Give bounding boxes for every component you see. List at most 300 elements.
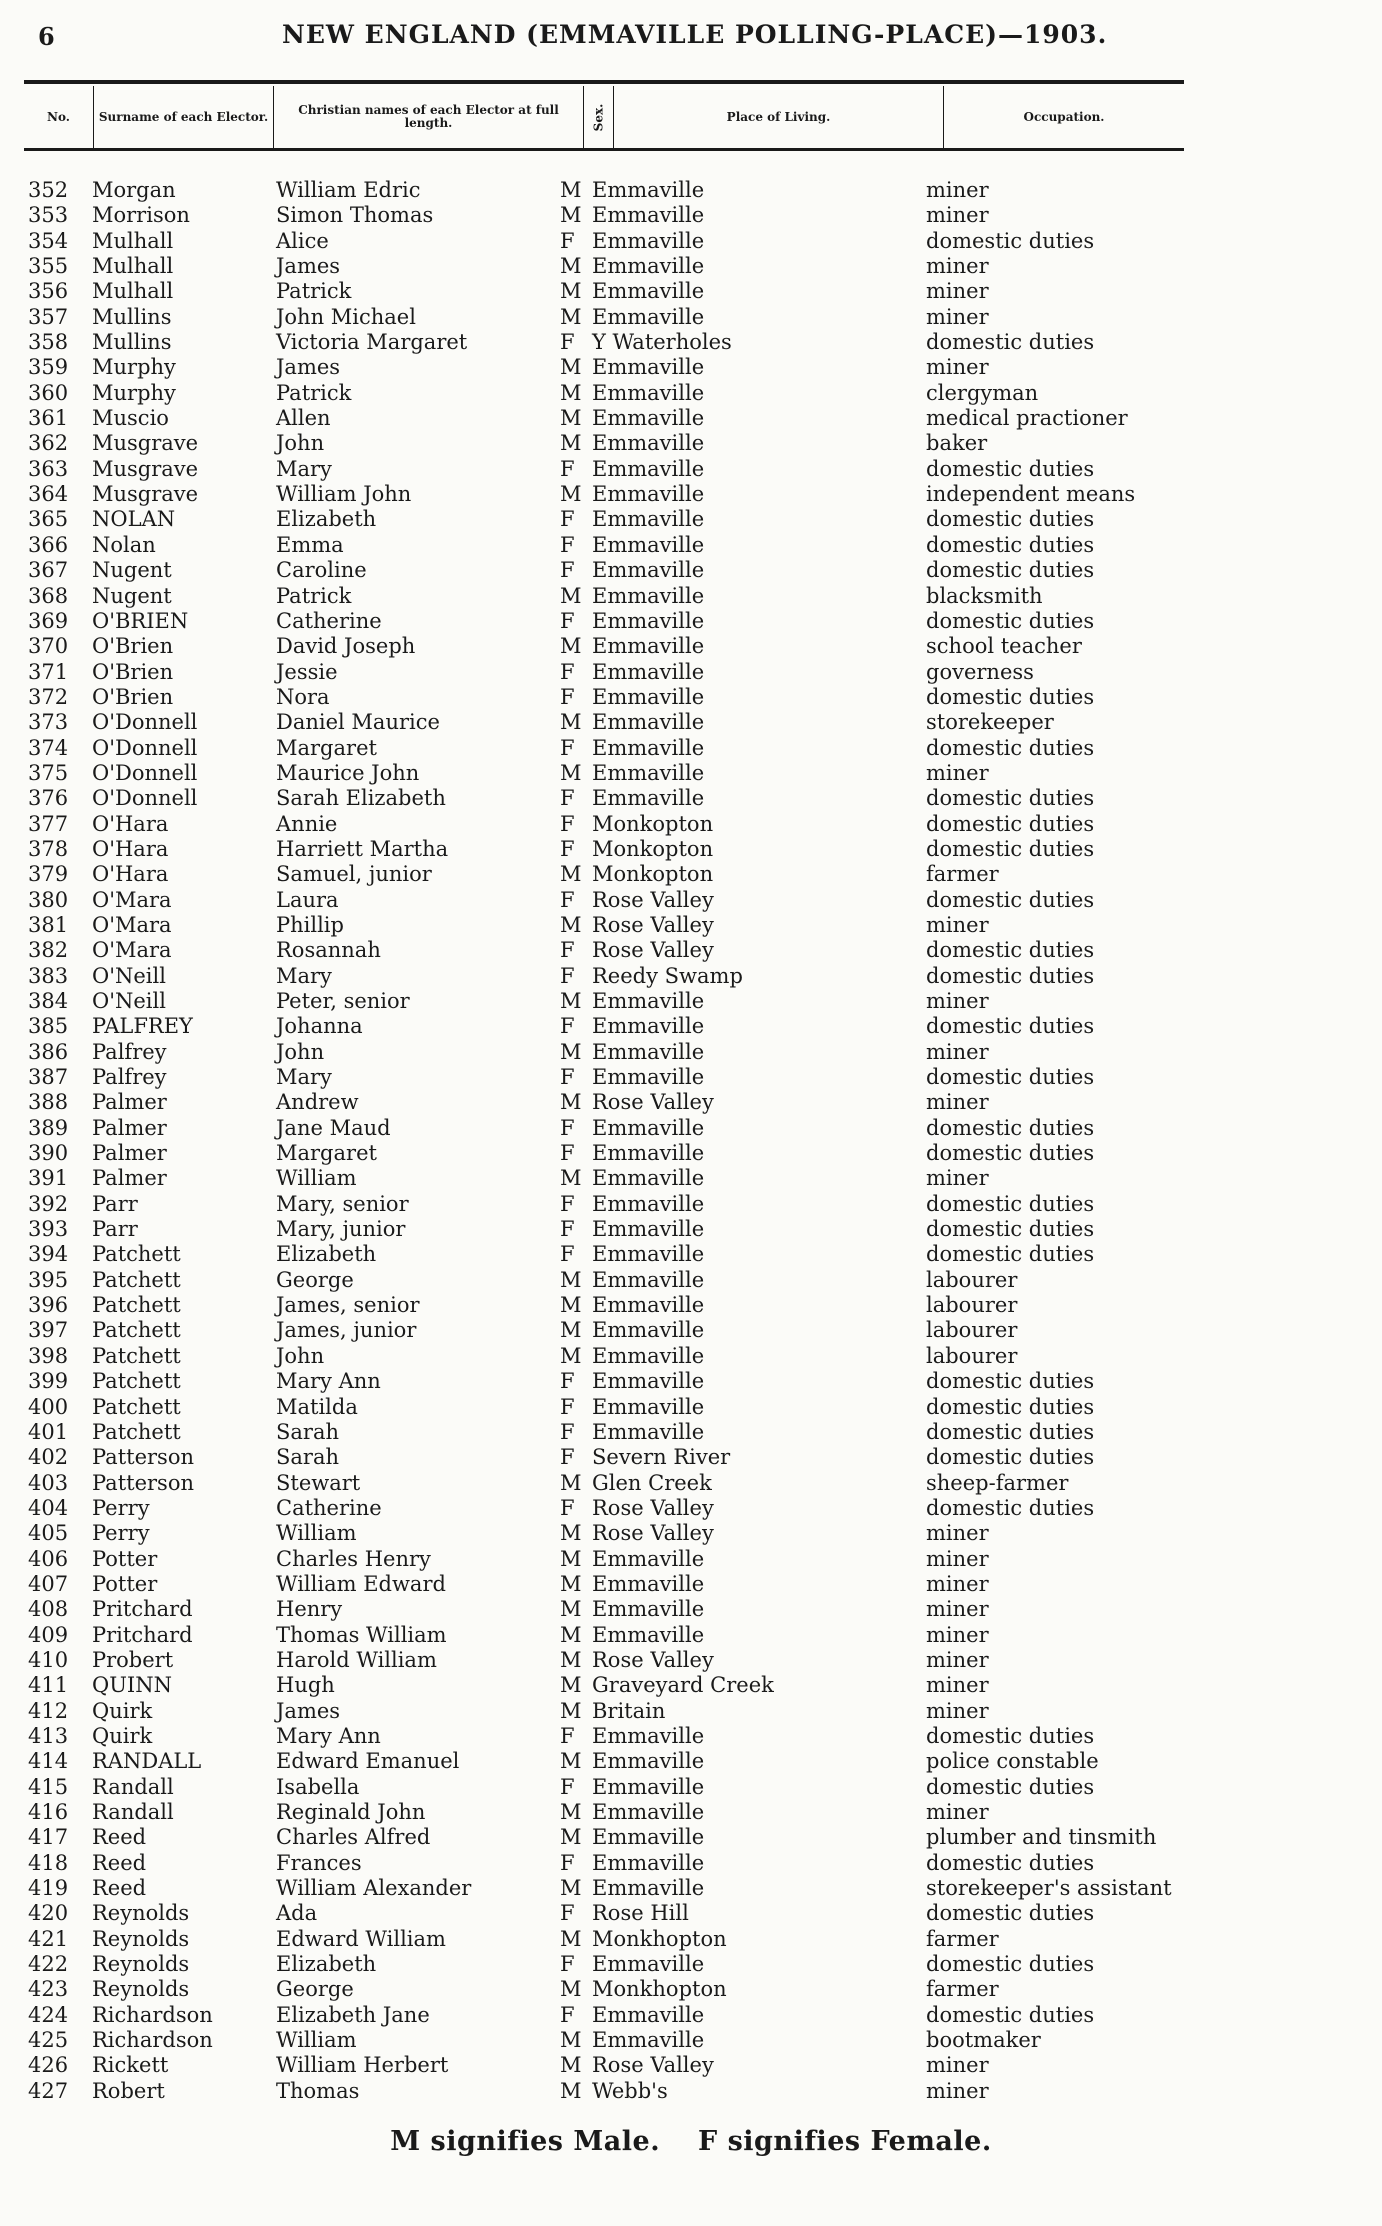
- cell-christian-names: Alice: [276, 228, 329, 253]
- cell-christian-names: James, junior: [276, 1318, 417, 1343]
- cell-surname: Palmer: [92, 1166, 167, 1191]
- cell-christian-names: Harriett Martha: [276, 836, 449, 861]
- footer-legend: [0, 2126, 1382, 2157]
- cell-occupation: miner: [926, 355, 989, 380]
- cell-occupation: farmer: [926, 1977, 999, 2002]
- cell-occupation: domestic duties: [926, 735, 1095, 760]
- cell-christian-names: William: [276, 2028, 357, 2053]
- cell-surname: O'Brien: [92, 659, 174, 684]
- cell-occupation: domestic duties: [926, 1445, 1095, 1470]
- cell-surname: Richardson: [92, 2028, 213, 2053]
- cell-surname: Musgrave: [92, 431, 199, 456]
- cell-number: 370: [28, 634, 69, 659]
- cell-sex: F: [560, 811, 575, 836]
- cell-occupation: domestic duties: [926, 1115, 1095, 1140]
- cell-christian-names: Frances: [276, 1850, 362, 1875]
- cell-number: 392: [28, 1191, 69, 1216]
- cell-christian-names: Sarah Elizabeth: [276, 786, 446, 811]
- cell-christian-names: James, senior: [276, 1293, 420, 1318]
- cell-occupation: miner: [926, 2053, 989, 2078]
- cell-surname: Mulhall: [92, 228, 174, 253]
- cell-number: 414: [28, 1749, 69, 1774]
- table-row: [0, 1977, 1382, 2002]
- cell-surname: O'Neill: [92, 989, 166, 1013]
- cell-occupation: labourer: [926, 1343, 1018, 1368]
- cell-occupation: miner: [926, 912, 989, 937]
- cell-surname: NOLAN: [92, 507, 176, 532]
- table-row: [0, 381, 1382, 406]
- cell-sex: M: [560, 1698, 582, 1723]
- cell-sex: M: [560, 634, 582, 659]
- cell-place: Emmaville: [592, 1014, 705, 1039]
- table-row: [0, 710, 1382, 735]
- cell-surname: Palmer: [92, 1141, 167, 1166]
- cell-surname: O'Hara: [92, 811, 169, 836]
- cell-christian-names: George: [276, 1267, 354, 1292]
- cell-christian-names: William John: [276, 482, 412, 507]
- cell-sex: M: [560, 2028, 582, 2053]
- cell-number: 372: [28, 684, 69, 709]
- legend-female: F signifies Female.: [698, 2126, 992, 2157]
- cell-occupation: medical practioner: [926, 406, 1128, 431]
- cell-place: Emmaville: [592, 507, 705, 532]
- cell-christian-names: Elizabeth: [276, 1952, 377, 1977]
- cell-surname: Pritchard: [92, 1597, 193, 1622]
- cell-sex: M: [560, 1622, 582, 1647]
- cell-occupation: blacksmith: [926, 583, 1043, 608]
- cell-place: Emmaville: [592, 1952, 705, 1977]
- cell-place: Emmaville: [592, 1369, 705, 1394]
- cell-place: Emmaville: [592, 659, 705, 684]
- cell-christian-names: Nora: [276, 684, 330, 709]
- cell-christian-names: Elizabeth: [276, 507, 377, 532]
- cell-place: Emmaville: [592, 482, 705, 507]
- cell-number: 387: [28, 1065, 69, 1090]
- table-row: [0, 1648, 1382, 1673]
- cell-sex: F: [560, 963, 575, 988]
- cell-christian-names: Edward William: [276, 1926, 446, 1951]
- cell-christian-names: Phillip: [276, 912, 344, 937]
- cell-christian-names: Hugh: [276, 1673, 335, 1698]
- table-row: [0, 786, 1382, 811]
- cell-sex: M: [560, 912, 582, 937]
- cell-number: 389: [28, 1115, 69, 1140]
- table-row: [0, 964, 1382, 989]
- cell-number: 358: [28, 330, 69, 355]
- cell-number: 407: [28, 1571, 69, 1596]
- header-no: No.: [24, 86, 94, 148]
- cell-place: Emmaville: [592, 228, 705, 253]
- table-row: [0, 2079, 1382, 2104]
- cell-christian-names: Daniel Maurice: [276, 710, 440, 735]
- table-row: [0, 1952, 1382, 1977]
- cell-surname: Randall: [92, 1774, 174, 1799]
- cell-sex: M: [560, 1926, 582, 1951]
- cell-place: Y Waterholes: [592, 330, 732, 355]
- cell-occupation: domestic duties: [926, 786, 1095, 811]
- table-row: [0, 1040, 1382, 1065]
- table-row: [0, 584, 1382, 609]
- cell-surname: Musgrave: [92, 482, 199, 507]
- cell-sex: F: [560, 1369, 575, 1394]
- table-row: [0, 761, 1382, 786]
- cell-number: 383: [28, 963, 69, 988]
- cell-sex: F: [560, 836, 575, 861]
- table-row: [0, 330, 1382, 355]
- cell-occupation: miner: [926, 1521, 989, 1546]
- cell-number: 362: [28, 431, 69, 456]
- table-row: [0, 1420, 1382, 1445]
- cell-number: 394: [28, 1242, 69, 1267]
- table-row: [0, 178, 1382, 203]
- cell-surname: Patterson: [92, 1445, 194, 1470]
- table-row: [0, 1268, 1382, 1293]
- cell-place: Monkopton: [592, 811, 714, 836]
- cell-number: 415: [28, 1774, 69, 1799]
- cell-place: Emmaville: [592, 1622, 705, 1647]
- cell-surname: Palmer: [92, 1115, 167, 1140]
- cell-place: Emmaville: [592, 178, 705, 202]
- cell-occupation: domestic duties: [926, 811, 1095, 836]
- cell-sex: F: [560, 887, 575, 912]
- cell-occupation: miner: [926, 178, 989, 202]
- cell-christian-names: Allen: [276, 406, 331, 431]
- cell-number: 381: [28, 912, 69, 937]
- cell-occupation: domestic duties: [926, 1419, 1095, 1444]
- cell-christian-names: Mary: [276, 456, 332, 481]
- cell-place: Emmaville: [592, 1166, 705, 1191]
- header-christian: Christian names of each Elector at full length.: [274, 86, 584, 148]
- cell-place: Emmaville: [592, 1217, 705, 1242]
- cell-place: Emmaville: [592, 583, 705, 608]
- cell-place: Emmaville: [592, 1141, 705, 1166]
- cell-occupation: domestic duties: [926, 608, 1095, 633]
- cell-number: 373: [28, 710, 69, 735]
- cell-occupation: miner: [926, 1571, 989, 1596]
- cell-surname: Patchett: [92, 1267, 181, 1292]
- table-row: [0, 203, 1382, 228]
- cell-sex: M: [560, 583, 582, 608]
- cell-christian-names: William Herbert: [276, 2053, 449, 2078]
- cell-number: 384: [28, 989, 69, 1013]
- cell-surname: O'Brien: [92, 684, 174, 709]
- cell-occupation: farmer: [926, 862, 999, 887]
- cell-occupation: baker: [926, 431, 988, 456]
- table-row: [0, 229, 1382, 254]
- cell-number: 426: [28, 2053, 69, 2078]
- table-row: [0, 1445, 1382, 1470]
- cell-surname: Parr: [92, 1217, 138, 1242]
- cell-sex: M: [560, 1800, 582, 1824]
- cell-number: 371: [28, 659, 69, 684]
- cell-place: Emmaville: [592, 254, 705, 279]
- cell-place: Emmaville: [592, 1267, 705, 1292]
- cell-place: Emmaville: [592, 1293, 705, 1318]
- cell-surname: Palfrey: [92, 1065, 167, 1090]
- cell-surname: RANDALL: [92, 1749, 202, 1774]
- cell-sex: M: [560, 1521, 582, 1546]
- table-row: [0, 1014, 1382, 1039]
- cell-sex: F: [560, 684, 575, 709]
- cell-occupation: police constable: [926, 1749, 1099, 1774]
- table-row: [0, 685, 1382, 710]
- cell-christian-names: Andrew: [276, 1090, 359, 1115]
- cell-occupation: governess: [926, 659, 1034, 684]
- cell-place: Emmaville: [592, 2002, 705, 2027]
- cell-number: 396: [28, 1293, 69, 1318]
- cell-place: Emmaville: [592, 558, 705, 583]
- cell-christian-names: Sarah: [276, 1419, 339, 1444]
- table-row: [0, 1090, 1382, 1115]
- cell-surname: Patchett: [92, 1343, 181, 1368]
- table-row: [0, 1166, 1382, 1191]
- cell-surname: Patchett: [92, 1394, 181, 1419]
- cell-occupation: labourer: [926, 1267, 1018, 1292]
- table-row: [0, 660, 1382, 685]
- cell-number: 354: [28, 228, 69, 253]
- cell-occupation: miner: [926, 1647, 989, 1672]
- cell-surname: Reynolds: [92, 1977, 190, 2002]
- cell-occupation: domestic duties: [926, 2002, 1095, 2027]
- cell-surname: Patterson: [92, 1470, 194, 1495]
- cell-sex: M: [560, 1876, 582, 1901]
- cell-sex: F: [560, 1141, 575, 1166]
- cell-occupation: miner: [926, 989, 989, 1013]
- cell-number: 376: [28, 786, 69, 811]
- cell-sex: F: [560, 1394, 575, 1419]
- cell-occupation: domestic duties: [926, 1141, 1095, 1166]
- table-row: [0, 1927, 1382, 1952]
- cell-place: Britain: [592, 1698, 666, 1723]
- cell-place: Emmaville: [592, 989, 705, 1013]
- cell-place: Emmaville: [592, 279, 705, 304]
- cell-surname: Rickett: [92, 2053, 169, 2078]
- cell-surname: Patchett: [92, 1242, 181, 1267]
- table-row: [0, 736, 1382, 761]
- cell-sex: F: [560, 456, 575, 481]
- cell-occupation: domestic duties: [926, 558, 1095, 583]
- cell-occupation: domestic duties: [926, 1723, 1095, 1748]
- cell-number: 361: [28, 406, 69, 431]
- cell-christian-names: John: [276, 431, 325, 456]
- cell-number: 413: [28, 1723, 69, 1748]
- cell-occupation: domestic duties: [926, 684, 1095, 709]
- cell-christian-names: William: [276, 1166, 357, 1191]
- cell-surname: PALFREY: [92, 1014, 193, 1039]
- cell-christian-names: Isabella: [276, 1774, 360, 1799]
- table-row: [0, 533, 1382, 558]
- cell-number: 398: [28, 1343, 69, 1368]
- cell-occupation: domestic duties: [926, 1850, 1095, 1875]
- cell-place: Emmaville: [592, 1115, 705, 1140]
- table-row: [0, 507, 1382, 532]
- elector-list: [0, 178, 1382, 2104]
- cell-occupation: domestic duties: [926, 1774, 1095, 1799]
- cell-sex: M: [560, 760, 582, 785]
- cell-place: Emmaville: [592, 2028, 705, 2053]
- cell-christian-names: Charles Henry: [276, 1546, 431, 1571]
- table-row: [0, 1851, 1382, 1876]
- table-row: [0, 913, 1382, 938]
- cell-surname: Nolan: [92, 532, 156, 557]
- cell-sex: M: [560, 304, 582, 329]
- cell-surname: Reynolds: [92, 1901, 190, 1926]
- cell-place: Emmaville: [592, 1825, 705, 1850]
- cell-number: 411: [28, 1673, 69, 1698]
- cell-number: 408: [28, 1597, 69, 1622]
- cell-place: Emmaville: [592, 532, 705, 557]
- table-row: [0, 1825, 1382, 1850]
- cell-surname: O'Hara: [92, 862, 169, 887]
- cell-sex: F: [560, 1723, 575, 1748]
- cell-occupation: domestic duties: [926, 532, 1095, 557]
- cell-number: 422: [28, 1952, 69, 1977]
- cell-christian-names: Patrick: [276, 583, 352, 608]
- cell-number: 365: [28, 507, 69, 532]
- cell-sex: M: [560, 355, 582, 380]
- cell-christian-names: Patrick: [276, 279, 352, 304]
- cell-place: Emmaville: [592, 1318, 705, 1343]
- cell-sex: M: [560, 203, 582, 228]
- cell-occupation: domestic duties: [926, 1952, 1095, 1977]
- cell-number: 395: [28, 1267, 69, 1292]
- cell-place: Emmaville: [592, 786, 705, 811]
- cell-place: Emmaville: [592, 431, 705, 456]
- table-row: [0, 989, 1382, 1014]
- cell-sex: F: [560, 608, 575, 633]
- cell-place: Emmaville: [592, 1065, 705, 1090]
- cell-sex: M: [560, 1267, 582, 1292]
- cell-sex: M: [560, 1571, 582, 1596]
- cell-surname: Reed: [92, 1876, 147, 1901]
- cell-christian-names: Ada: [276, 1901, 318, 1926]
- cell-christian-names: Matilda: [276, 1394, 358, 1419]
- cell-christian-names: Mary Ann: [276, 1369, 381, 1394]
- cell-surname: O'Donnell: [92, 735, 198, 760]
- cell-number: 425: [28, 2028, 69, 2053]
- table-row: [0, 634, 1382, 659]
- cell-surname: Mullins: [92, 304, 172, 329]
- cell-sex: M: [560, 1977, 582, 2002]
- table-row: [0, 1217, 1382, 1242]
- table-row: [0, 1369, 1382, 1394]
- cell-christian-names: Simon Thomas: [276, 203, 434, 228]
- cell-place: Emmaville: [592, 1419, 705, 1444]
- cell-place: Emmaville: [592, 684, 705, 709]
- cell-christian-names: Edward Emanuel: [276, 1749, 460, 1774]
- cell-sex: M: [560, 482, 582, 507]
- table-row: [0, 862, 1382, 887]
- cell-surname: Potter: [92, 1546, 158, 1571]
- cell-christian-names: Thomas William: [276, 1622, 447, 1647]
- cell-number: 367: [28, 558, 69, 583]
- cell-number: 421: [28, 1926, 69, 1951]
- cell-number: 423: [28, 1977, 69, 2002]
- cell-surname: Quirk: [92, 1723, 153, 1748]
- table-row: [0, 355, 1382, 380]
- table-row: [0, 1749, 1382, 1774]
- page-title: NEW ENGLAND (EMMAVILLE POLLING-PLACE)—1903.: [282, 20, 1108, 49]
- table-row: [0, 305, 1382, 330]
- cell-occupation: miner: [926, 279, 989, 304]
- cell-sex: M: [560, 1647, 582, 1672]
- cell-surname: O'Donnell: [92, 760, 198, 785]
- cell-occupation: storekeeper's assistant: [926, 1876, 1172, 1901]
- cell-christian-names: Catherine: [276, 608, 382, 633]
- table-row: [0, 2053, 1382, 2078]
- cell-number: 385: [28, 1014, 69, 1039]
- cell-sex: M: [560, 178, 582, 202]
- cell-occupation: domestic duties: [926, 887, 1095, 912]
- cell-number: 405: [28, 1521, 69, 1546]
- cell-occupation: sheep-farmer: [926, 1470, 1069, 1495]
- table-row: [0, 938, 1382, 963]
- cell-sex: F: [560, 659, 575, 684]
- cell-christian-names: Peter, senior: [276, 989, 410, 1013]
- cell-number: 364: [28, 482, 69, 507]
- cell-christian-names: Emma: [276, 532, 344, 557]
- cell-surname: O'BRIEN: [92, 608, 189, 633]
- cell-place: Emmaville: [592, 634, 705, 659]
- cell-number: 427: [28, 2078, 69, 2103]
- table-row: [0, 1597, 1382, 1622]
- cell-place: Severn River: [592, 1445, 731, 1470]
- cell-sex: M: [560, 1546, 582, 1571]
- cell-occupation: miner: [926, 254, 989, 279]
- cell-christian-names: John: [276, 1343, 325, 1368]
- cell-surname: O'Brien: [92, 634, 174, 659]
- table-row: [0, 1901, 1382, 1926]
- cell-occupation: miner: [926, 1800, 989, 1824]
- cell-place: Monkopton: [592, 836, 714, 861]
- table-row: [0, 1572, 1382, 1597]
- cell-surname: O'Hara: [92, 836, 169, 861]
- table-row: [0, 1547, 1382, 1572]
- cell-place: Emmaville: [592, 456, 705, 481]
- cell-surname: Patchett: [92, 1419, 181, 1444]
- cell-christian-names: Harold William: [276, 1647, 437, 1672]
- cell-occupation: school teacher: [926, 634, 1082, 659]
- cell-occupation: bootmaker: [926, 2028, 1041, 2053]
- cell-occupation: farmer: [926, 1926, 999, 1951]
- cell-number: 386: [28, 1039, 69, 1064]
- cell-christian-names: James: [276, 1698, 341, 1723]
- table-row: [0, 1775, 1382, 1800]
- cell-occupation: labourer: [926, 1318, 1018, 1343]
- cell-occupation: domestic duties: [926, 1394, 1095, 1419]
- cell-number: 380: [28, 887, 69, 912]
- table-row: [0, 609, 1382, 634]
- cell-sex: F: [560, 1495, 575, 1520]
- cell-sex: M: [560, 380, 582, 405]
- cell-place: Rose Valley: [592, 1090, 714, 1115]
- cell-surname: Perry: [92, 1521, 150, 1546]
- table-row: [0, 1293, 1382, 1318]
- cell-occupation: miner: [926, 1039, 989, 1064]
- cell-sex: F: [560, 1065, 575, 1090]
- table-row: [0, 482, 1382, 507]
- cell-surname: Mullins: [92, 330, 172, 355]
- cell-occupation: miner: [926, 1673, 989, 1698]
- cell-sex: F: [560, 2002, 575, 2027]
- cell-occupation: domestic duties: [926, 456, 1095, 481]
- cell-number: 366: [28, 532, 69, 557]
- legend-male: M signifies Male.: [390, 2126, 661, 2157]
- cell-number: 379: [28, 862, 69, 887]
- cell-surname: Murphy: [92, 355, 176, 380]
- cell-number: 360: [28, 380, 69, 405]
- cell-sex: F: [560, 532, 575, 557]
